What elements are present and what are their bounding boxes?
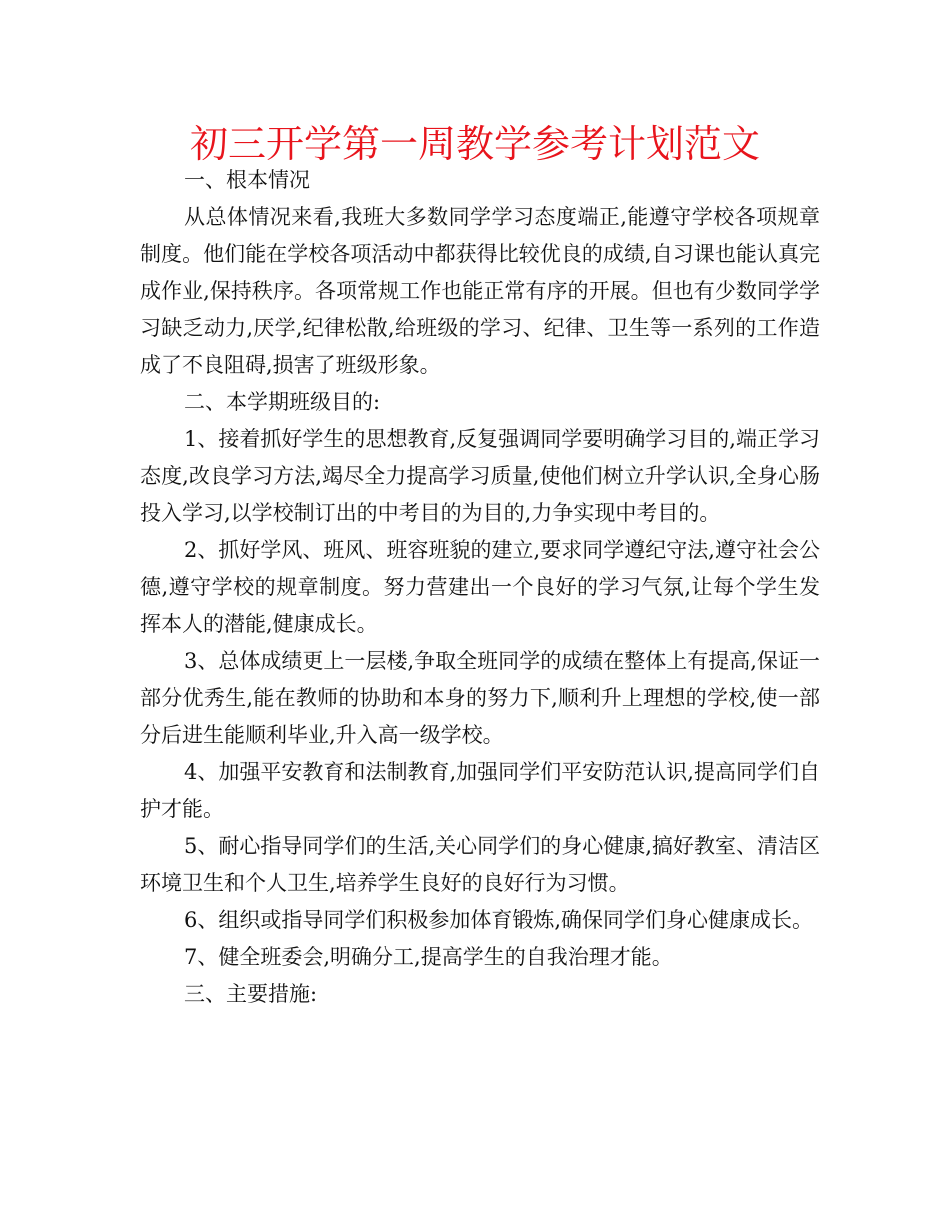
section-heading-goals: 二、本学期班级目的:	[184, 390, 381, 414]
goal-item-5: 5、耐心指导同学们的生活,关心同学们的身心健康,搞好教室、清洁区环境卫生和个人卫生,培养学生良好的良好行为习惯。	[140, 834, 820, 895]
goal-item-4: 4、加强平安教育和法制教育,加强同学们平安防范认识,提高同学们自护才能。	[140, 760, 820, 821]
goal-item-2: 2、抓好学风、班风、班容班貌的建立,要求同学遵纪守法,遵守社会公德,遵守学校的规章制度。努力营建出一个良好的学习气氛,让每个学生发挥本人的潜能,健康成长。	[140, 538, 820, 636]
goal-item-1: 1、接着抓好学生的思想教育,反复强调同学要明确学习目的,端正学习态度,改良学习方法,竭尽全力提高学习质量,使他们树立升学认识,全身心肠投入学习,以学校制订出的中考目的为目的,力争实现中考目的。	[140, 427, 820, 525]
document-title: 初三开学第一周教学参考计划范文	[189, 122, 760, 166]
goal-item-7: 7、健全班委会,明确分工,提高学生的自我治理才能。	[184, 945, 673, 969]
paragraph-overview: 从总体情况来看,我班大多数同学学习态度端正,能遵守学校各项规章制度。他们能在学校各项活动中都获得比较优良的成绩,自习课也能认真完成作业,保持秩序。各项常规工作也能正常有序的开展。但也有少数同学学习缺乏动力,厌学,纪律松散,给班级的学习、纪律、卫生等一系列的工作造成了不良阻碍,损害了班级形象。	[140, 205, 820, 377]
goal-item-3: 3、总体成绩更上一层楼,争取全班同学的成绩在整体上有提高,保证一部分优秀生,能在教师的协助和本身的努力下,顺利升上理想的学校,使一部分后进生能顺利毕业,升入高一级学校。	[140, 649, 820, 747]
section-heading-basic-situation: 一、根本情况	[184, 168, 310, 192]
document-body	[140, 162, 820, 1013]
goal-item-6: 6、组织或指导同学们积极参加体育锻炼,确保同学们身心健康成长。	[184, 908, 814, 932]
section-heading-measures: 三、主要措施:	[184, 982, 318, 1006]
